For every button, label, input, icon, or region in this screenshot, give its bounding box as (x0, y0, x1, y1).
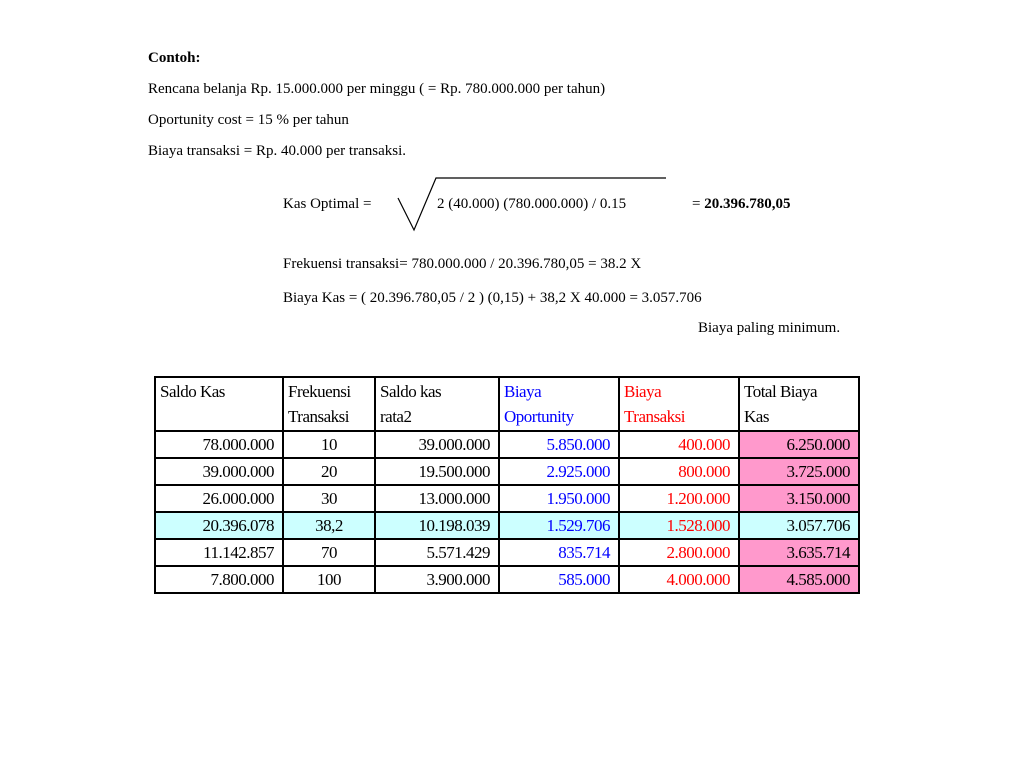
cell-biaya-oportunity: 2.925.000 (499, 458, 619, 485)
cell-saldo-rata2: 19.500.000 (375, 458, 499, 485)
result-value: 20.396.780,05 (704, 196, 791, 212)
header-line: Saldo kas (380, 382, 442, 401)
cell-saldo-rata2: 39.000.000 (375, 431, 499, 458)
header-biaya-oportunity (499, 377, 619, 431)
cell-biaya-oportunity: 1.529.706 (499, 512, 619, 539)
cell-frekuensi-transaksi: 70 (283, 539, 375, 566)
cell-biaya-transaksi: 1.528.000 (619, 512, 739, 539)
cell-frekuensi-transaksi: 30 (283, 485, 375, 512)
table-row (155, 539, 859, 566)
cell-saldo-rata2: 13.000.000 (375, 485, 499, 512)
spending-plan-text: Rencana belanja Rp. 15.000.000 per minggu ( = Rp. 780.000.000 per tahun) (148, 81, 606, 97)
table-row (155, 512, 859, 539)
optimal-cash-label: Kas Optimal = (283, 196, 372, 212)
header-line: Biaya (504, 382, 542, 401)
cell-biaya-transaksi: 800.000 (619, 458, 739, 485)
table-row (155, 458, 859, 485)
header-saldo-rata2 (375, 377, 499, 431)
cash-cost-formula: Biaya Kas = ( 20.396.780,05 / 2 ) (0,15) + 38,2 X 40.000 = 3.057.706 (283, 290, 702, 306)
table-row (155, 485, 859, 512)
header-biaya-transaksi (619, 377, 739, 431)
cell-saldo-kas: 7.800.000 (155, 566, 283, 593)
cell-saldo-rata2: 10.198.039 (375, 512, 499, 539)
cell-biaya-oportunity: 1.950.000 (499, 485, 619, 512)
cell-biaya-oportunity: 835.714 (499, 539, 619, 566)
optimal-cash-radicand: 2 (40.000) (780.000.000) / 0.15 (437, 196, 627, 212)
header-total-biaya-kas (739, 377, 859, 431)
cell-saldo-rata2: 5.571.429 (375, 539, 499, 566)
cell-frekuensi-transaksi: 10 (283, 431, 375, 458)
header-line: Transaksi (288, 407, 349, 426)
header-line: Transaksi (624, 407, 685, 426)
header-line: Kas (744, 407, 769, 426)
cell-frekuensi-transaksi: 100 (283, 566, 375, 593)
cell-biaya-transaksi: 4.000.000 (619, 566, 739, 593)
header-saldo-kas (155, 377, 283, 431)
cell-saldo-kas: 78.000.000 (155, 431, 283, 458)
transaction-cost-text: Biaya transaksi = Rp. 40.000 per transaksi. (148, 143, 406, 159)
table-row (155, 566, 859, 593)
cash-balance-table (154, 376, 860, 594)
header-line: Biaya (624, 382, 662, 401)
header-line: rata2 (380, 407, 412, 426)
transaction-frequency-formula: Frekuensi transaksi= 780.000.000 / 20.396.780,05 = 38.2 X (283, 256, 642, 272)
cell-biaya-oportunity: 585.000 (499, 566, 619, 593)
cell-biaya-transaksi: 400.000 (619, 431, 739, 458)
header-line: Total Biaya (744, 382, 818, 401)
result-equals: = (692, 196, 705, 212)
cell-total-biaya-kas: 3.635.714 (739, 539, 859, 566)
header-line: Frekuensi (288, 382, 351, 401)
optimal-cash-result (692, 196, 790, 213)
table-header-row (155, 377, 859, 431)
cell-total-biaya-kas: 3.150.000 (739, 485, 859, 512)
opportunity-cost-text: Oportunity cost = 15 % per tahun (148, 112, 349, 128)
cell-biaya-transaksi: 2.800.000 (619, 539, 739, 566)
cell-biaya-oportunity: 5.850.000 (499, 431, 619, 458)
cell-saldo-kas: 26.000.000 (155, 485, 283, 512)
cell-frekuensi-transaksi: 20 (283, 458, 375, 485)
cell-frekuensi-transaksi: 38,2 (283, 512, 375, 539)
cell-total-biaya-kas: 6.250.000 (739, 431, 859, 458)
example-heading: Contoh: (148, 50, 201, 66)
cell-biaya-transaksi: 1.200.000 (619, 485, 739, 512)
cell-saldo-rata2: 3.900.000 (375, 566, 499, 593)
header-line: Saldo Kas (160, 382, 225, 401)
cell-saldo-kas: 39.000.000 (155, 458, 283, 485)
cell-total-biaya-kas: 4.585.000 (739, 566, 859, 593)
cell-total-biaya-kas: 3.725.000 (739, 458, 859, 485)
minimum-cost-note: Biaya paling minimum. (698, 320, 841, 336)
table-row (155, 431, 859, 458)
cell-saldo-kas: 20.396.078 (155, 512, 283, 539)
header-frekuensi-transaksi (283, 377, 375, 431)
cell-total-biaya-kas: 3.057.706 (739, 512, 859, 539)
cell-saldo-kas: 11.142.857 (155, 539, 283, 566)
header-line: Oportunity (504, 407, 574, 426)
